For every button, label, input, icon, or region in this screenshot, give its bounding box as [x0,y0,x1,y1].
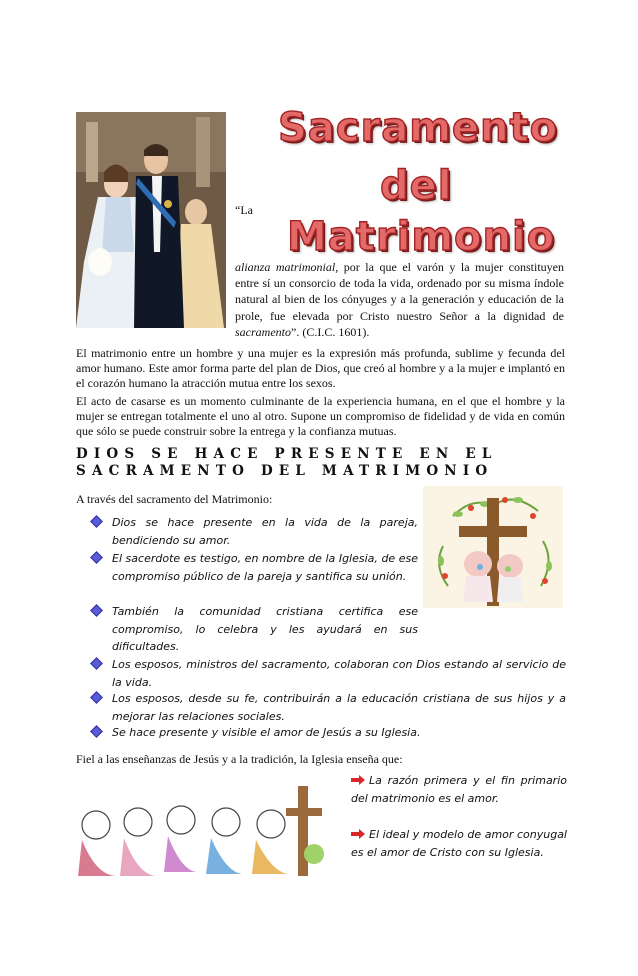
diamond-bullet-icon [90,691,103,704]
diamond-bullet-icon [90,515,103,528]
diamond-bullet-icon [90,725,103,738]
teaching-item: La razón primera y el fin primario del matrimonio es el amor. [351,774,567,805]
diamond-bullet-icon [90,604,103,617]
title-line-1: Sacramento [278,105,559,151]
quote-text: , por la que el varón y la mujer constituyen entre sí un consorcio de toda la vida, ordenado por su misma índole natural al bien de los cónyuges y a la generación y educación de la prole, fue elevada por Cristo nuestro Señor a la dignidad de [235,260,564,323]
quote-term-2: sacramento [235,324,291,339]
quote-close: ”. (C.I.C. 1601). [291,324,370,339]
title-line-3: Matrimonio [287,214,556,260]
quote-body [235,259,564,340]
teaching-item: El ideal y modelo de amor conyugal es el amor de Cristo con su Iglesia. [351,828,567,859]
red-arrow-icon [351,775,365,785]
intro-paragraph-1: El matrimonio entre un hombre y una mujer es la expresión más profunda, sublime y fecunda del amor humano. Este amor forma parte del plan de Dios, que creó al hombre y a la mujer e implantó en el corazón humano la atracción mutua entre los sexos. [76,346,565,391]
quote-open: “La [235,203,253,217]
diamond-bullet-icon [90,657,103,670]
wedding-photo [76,112,226,328]
section-lead: A través del sacramento del Matrimonio: [76,492,273,506]
teaching-lead: Fiel a las enseñanzas de Jesús y a la tradición, la Iglesia enseña que: [76,752,403,766]
quote-term: alianza matrimonial [235,260,336,274]
red-arrow-icon [351,829,365,839]
diamond-bullet-icon [90,551,103,564]
title-line-2: del [380,163,453,209]
praying-children-illustration [76,780,336,880]
intro-paragraph-2: El acto de casarse es un momento culminante de la experiencia humana, en el que el hombre y la mujer se entregan totalmente el uno al otro. Supone un compromiso de fidelidad y de vida en común que sólo se puede construir sobre la entrega y la confianza mutuas. [76,394,565,439]
section-heading: DIOS SE HACE PRESENTE EN EL SACRAMENTO DEL MATRIMONIO [76,446,498,479]
cross-couple-illustration [423,486,563,608]
